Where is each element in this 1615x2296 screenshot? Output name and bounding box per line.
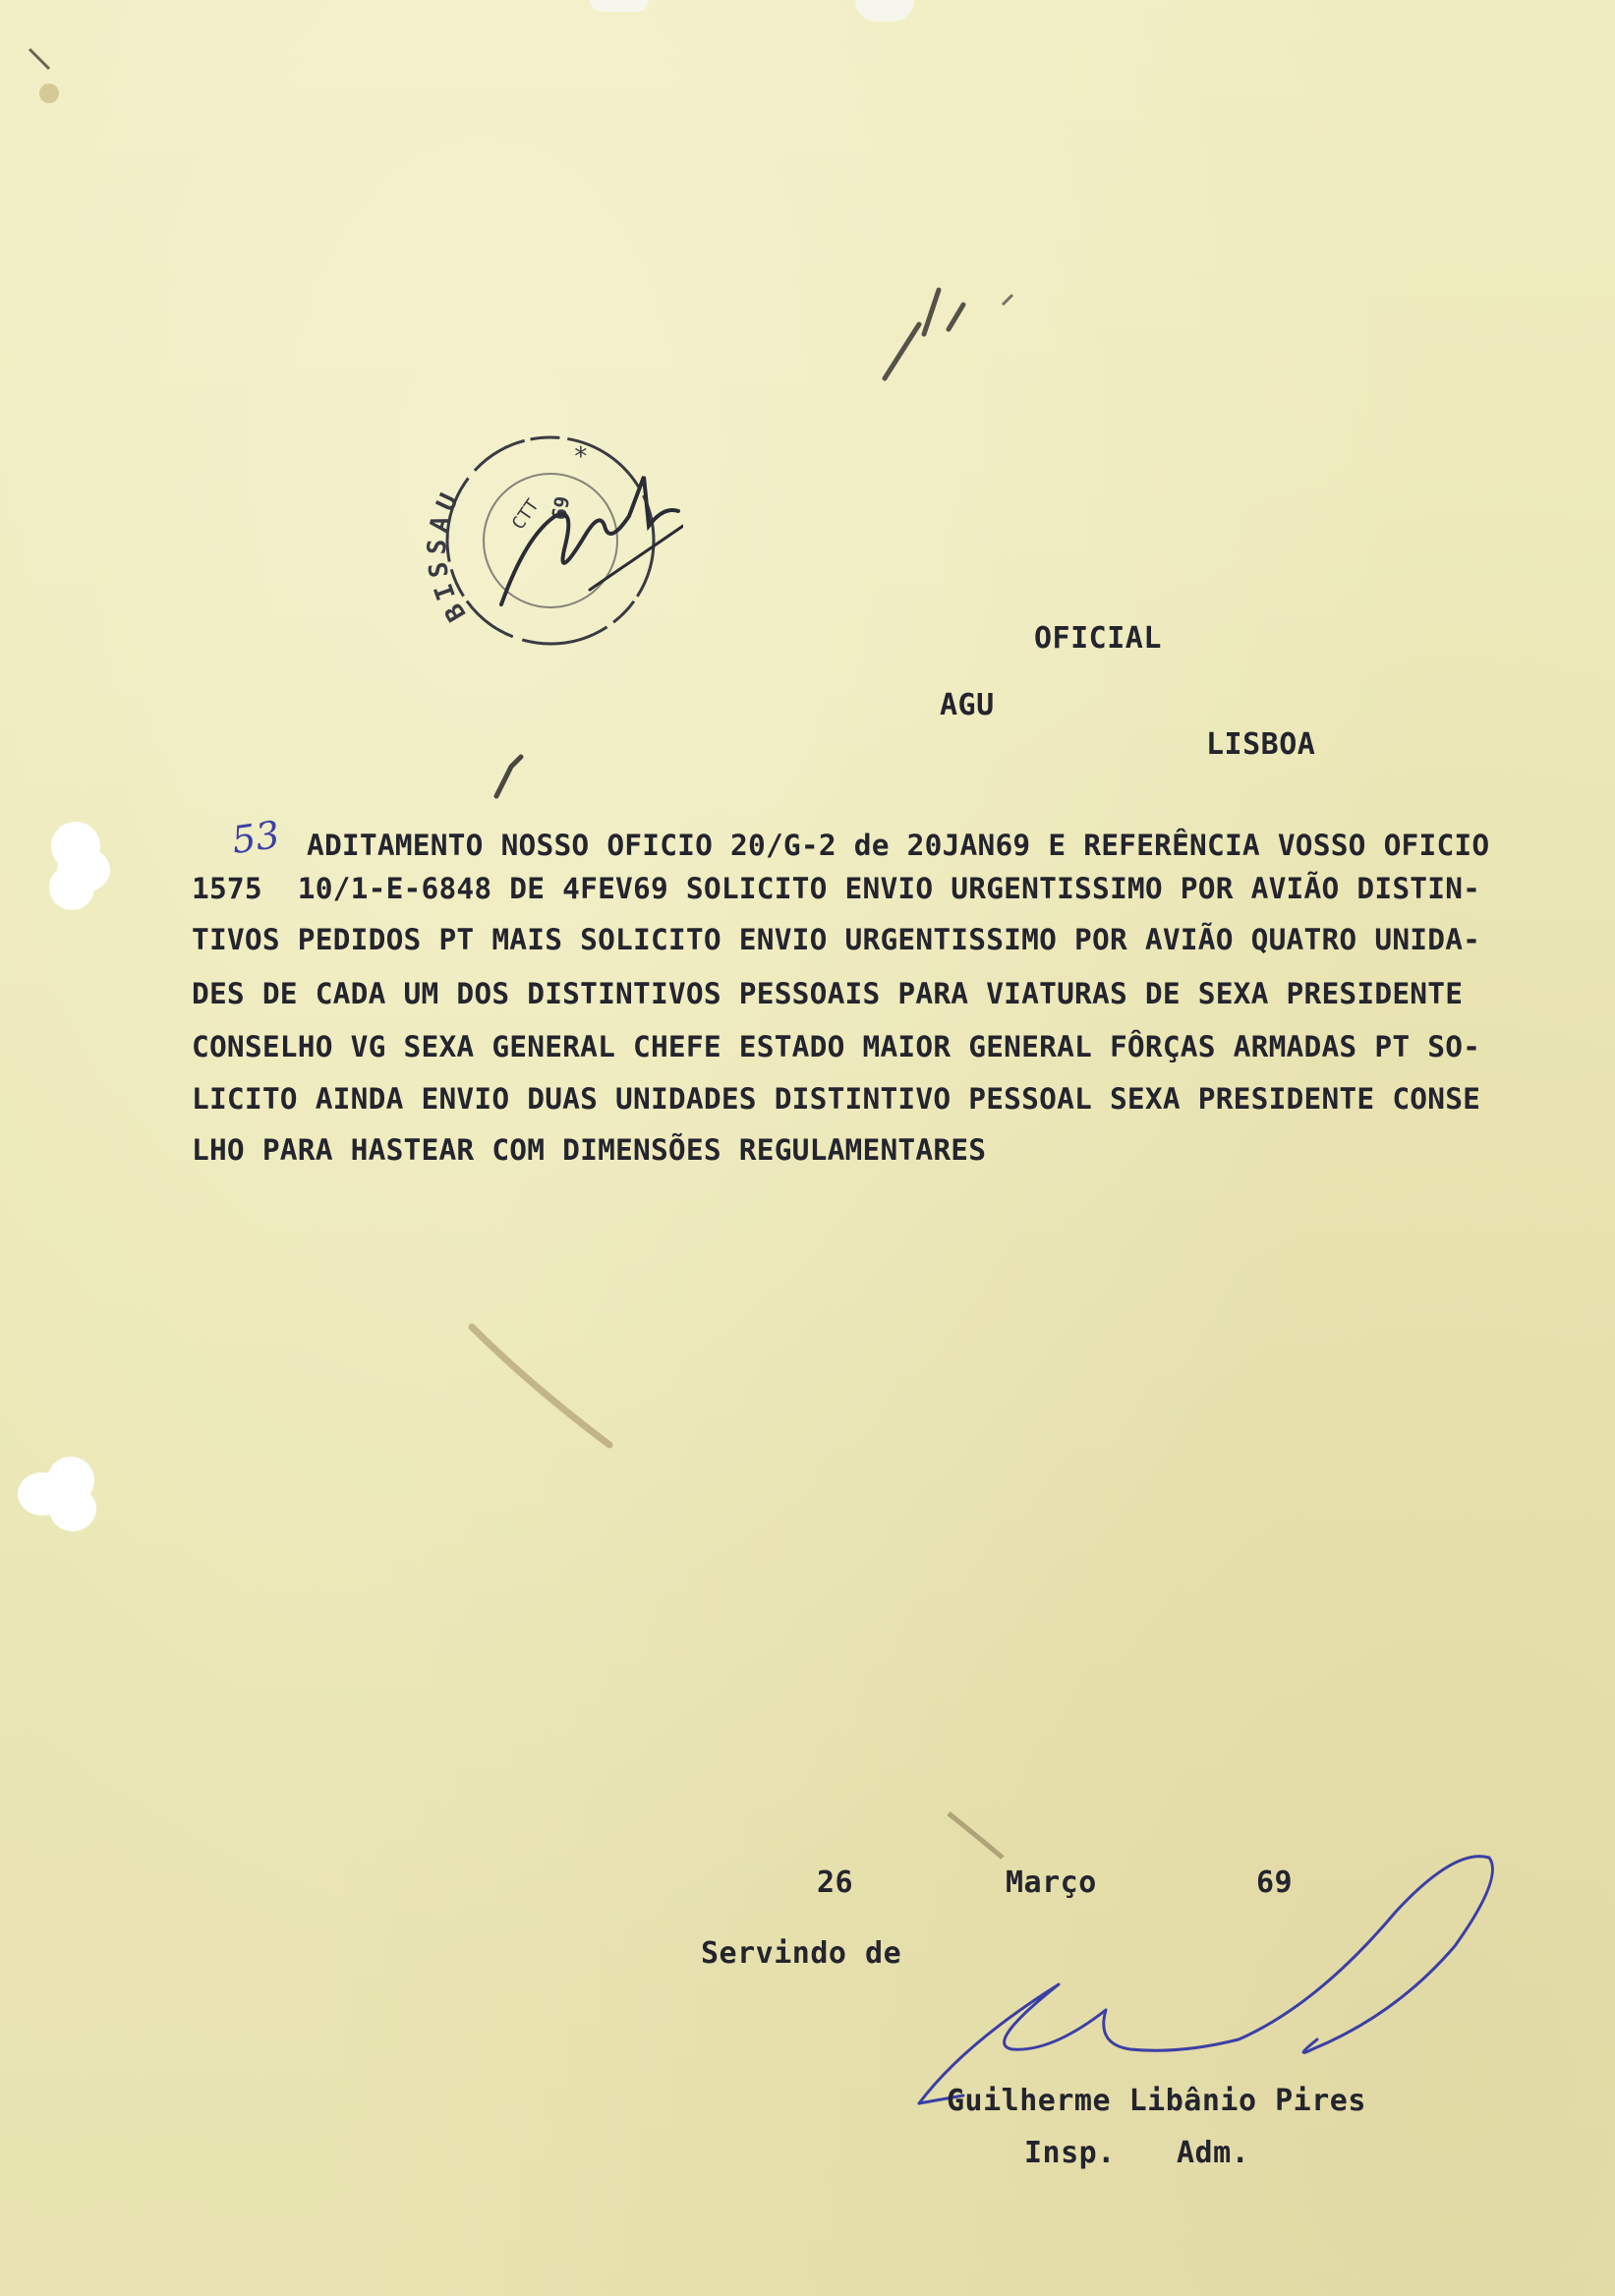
- body-line: LICITO AINDA ENVIO DUAS UNIDADES DISTINTIVO PESSOAL SEXA PRESIDENTE CONSE: [192, 1082, 1481, 1116]
- date-month: Março: [1006, 1866, 1097, 1900]
- torn-edge-mark: [590, 0, 649, 12]
- body-line: LHO PARA HASTEAR COM DIMENSÕES REGULAMENTARES: [192, 1133, 987, 1167]
- body-line: TIVOS PEDIDOS PT MAIS SOLICITO ENVIO URGENTISSIMO POR AVIÃO QUATRO UNIDA-: [192, 923, 1481, 956]
- body-line: CONSELHO VG SEXA GENERAL CHEFE ESTADO MAIOR GENERAL FÔRÇAS ARMADAS PT SO-: [192, 1030, 1481, 1063]
- body-line: DES DE CADA UM DOS DISTINTIVOS PESSOAIS PARA VIATURAS DE SEXA PRESIDENTE: [192, 977, 1464, 1010]
- stamp-date-fragment: 69: [547, 493, 575, 522]
- postmark-stamp: [418, 418, 683, 673]
- signatory-title-insp: Insp.: [1024, 2136, 1116, 2170]
- handwritten-signature: [904, 1838, 1514, 2123]
- pencil-tick-mark: [865, 265, 1062, 403]
- body-line: ADITAMENTO NOSSO OFICIO 20/G-2 de 20JAN69 E REFERÊNCIA VOSSO OFICIO: [307, 829, 1490, 862]
- date-day: 26: [817, 1866, 854, 1900]
- stain-mark: [20, 39, 79, 138]
- body-line: 1575 10/1-E-6848 DE 4FEV69 SOLICITO ENVIO URGENTISSIMO POR AVIÃO DISTIN-: [192, 872, 1481, 905]
- stain-mark: [462, 1307, 639, 1464]
- addressee-label: AGU: [940, 688, 995, 722]
- date-year: 69: [1256, 1866, 1294, 1900]
- signatory-name: Guilherme Libânio Pires: [947, 2084, 1366, 2118]
- classification-label: OFICIAL: [1034, 621, 1162, 656]
- stamp-text: BISSAU: [422, 484, 473, 627]
- margin-tick-mark: [482, 737, 541, 806]
- signatory-title-adm: Adm.: [1177, 2136, 1250, 2170]
- torn-edge-mark: [855, 0, 914, 22]
- handwritten-number: 53: [229, 812, 283, 863]
- destination-label: LISBOA: [1206, 727, 1316, 762]
- svg-text:*: *: [573, 442, 589, 472]
- stamp-inner-text: CTT: [507, 495, 544, 534]
- svg-text:BISSAU: [423, 484, 473, 626]
- closing-text: Servindo de: [701, 1936, 902, 1971]
